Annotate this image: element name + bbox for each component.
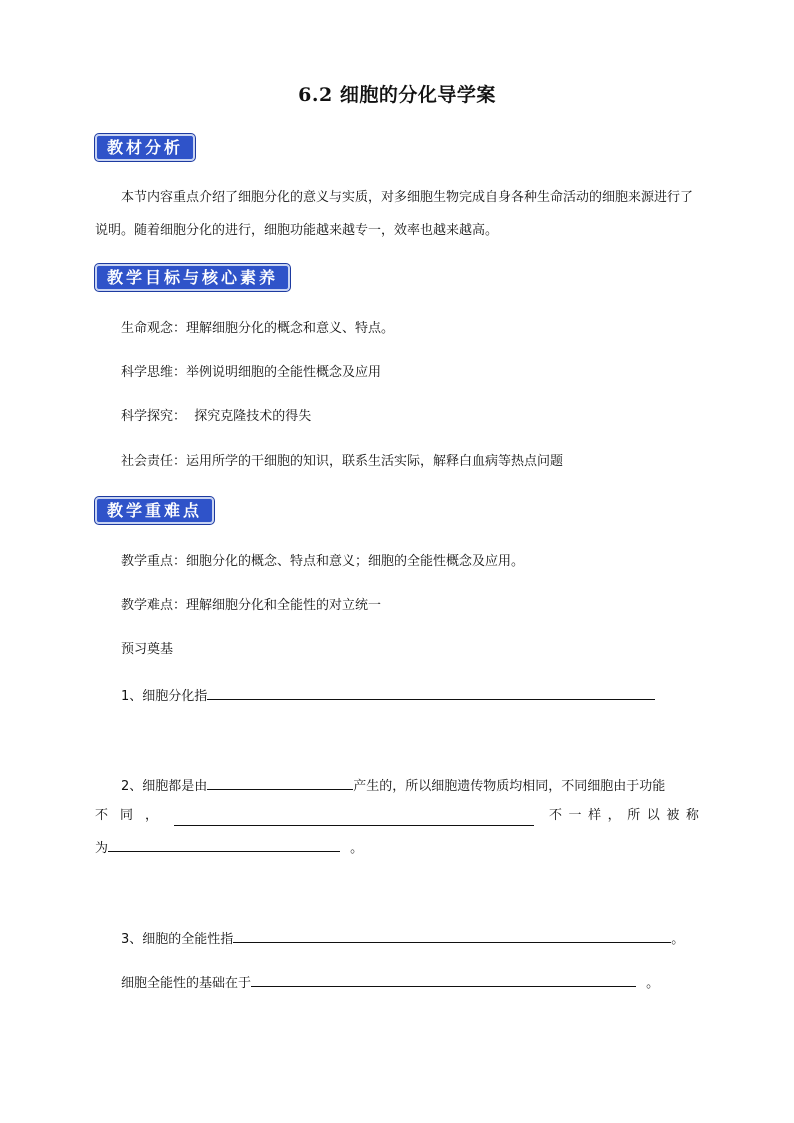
- question-1-blank[interactable]: [207, 685, 655, 700]
- material-analysis-paragraph: 本节内容重点介绍了细胞分化的意义与实质，对多细胞生物完成自身各种生命活动的细胞来源进行了说明。随着细胞分化的进行，细胞功能越来越专一，效率也越来越高。: [95, 190, 694, 238]
- question-2-text-d: [549, 806, 699, 826]
- question-2-blank-1[interactable]: [207, 775, 353, 790]
- question-1: [121, 685, 655, 707]
- question-2-text-e: 为: [95, 841, 109, 856]
- question-4-text: 细胞全能性的基础在于: [121, 976, 252, 991]
- teaching-difficulty: 教学难点：理解细胞分化和全能性的对立统一: [121, 598, 382, 613]
- q2-char: 以: [646, 808, 660, 823]
- q2-char: 同: [120, 808, 134, 823]
- q2-char: 被: [666, 808, 680, 823]
- question-2-line-3: [95, 837, 363, 859]
- question-4: [121, 972, 659, 994]
- q2-char: 样: [588, 808, 602, 823]
- section-badge-material-analysis: 教材分析: [95, 134, 195, 161]
- objective-scientific-inquiry: 科学探究： 探究克隆技术的得失: [121, 409, 312, 424]
- page-title: 6.2 细胞的分化导学案: [298, 84, 496, 106]
- objective-social-responsibility: 社会责任：运用所学的干细胞的知识，联系生活实际，解释白血病等热点问题: [121, 454, 564, 469]
- q2-char: ，: [145, 808, 159, 823]
- objective-life-concept: 生命观念：理解细胞分化的概念和意义、特点。: [121, 321, 395, 336]
- question-2-line-2: [95, 806, 699, 826]
- q2-char: 一: [568, 808, 582, 823]
- question-2-text-a: 2、细胞都是由: [121, 779, 208, 794]
- q2-char: 不: [95, 808, 109, 823]
- question-3-end: 。: [671, 932, 685, 947]
- question-3-blank[interactable]: [233, 928, 671, 943]
- question-4-end: 。: [646, 976, 660, 991]
- question-3-text: 3、细胞的全能性指: [121, 932, 234, 947]
- question-2-blank-2[interactable]: [174, 811, 534, 826]
- question-4-blank[interactable]: [251, 972, 636, 987]
- question-2-line-1: [121, 775, 665, 797]
- question-1-text: 1、细胞分化指: [121, 689, 208, 704]
- question-2-text-f: 。: [350, 841, 364, 856]
- q2-char: 不: [548, 808, 562, 823]
- q2-char: 所: [627, 808, 641, 823]
- teaching-focus: 教学重点：细胞分化的概念、特点和意义；细胞的全能性概念及应用。: [121, 554, 525, 569]
- objective-scientific-thinking: 科学思维：举例说明细胞的全能性概念及应用: [121, 365, 382, 380]
- question-3: [121, 928, 684, 950]
- section-badge-key-points: 教学重难点: [95, 497, 214, 524]
- preview-heading: 预习奠基: [121, 642, 174, 657]
- question-2-blank-3[interactable]: [108, 837, 340, 852]
- question-2-text-c: [95, 806, 158, 826]
- question-2-text-b: 产生的，所以细胞遗传物质均相同，不同细胞由于功能: [353, 779, 666, 794]
- section-badge-objectives: 教学目标与核心素养: [95, 264, 290, 291]
- q2-char: 称: [685, 808, 699, 823]
- q2-char: ，: [607, 808, 621, 823]
